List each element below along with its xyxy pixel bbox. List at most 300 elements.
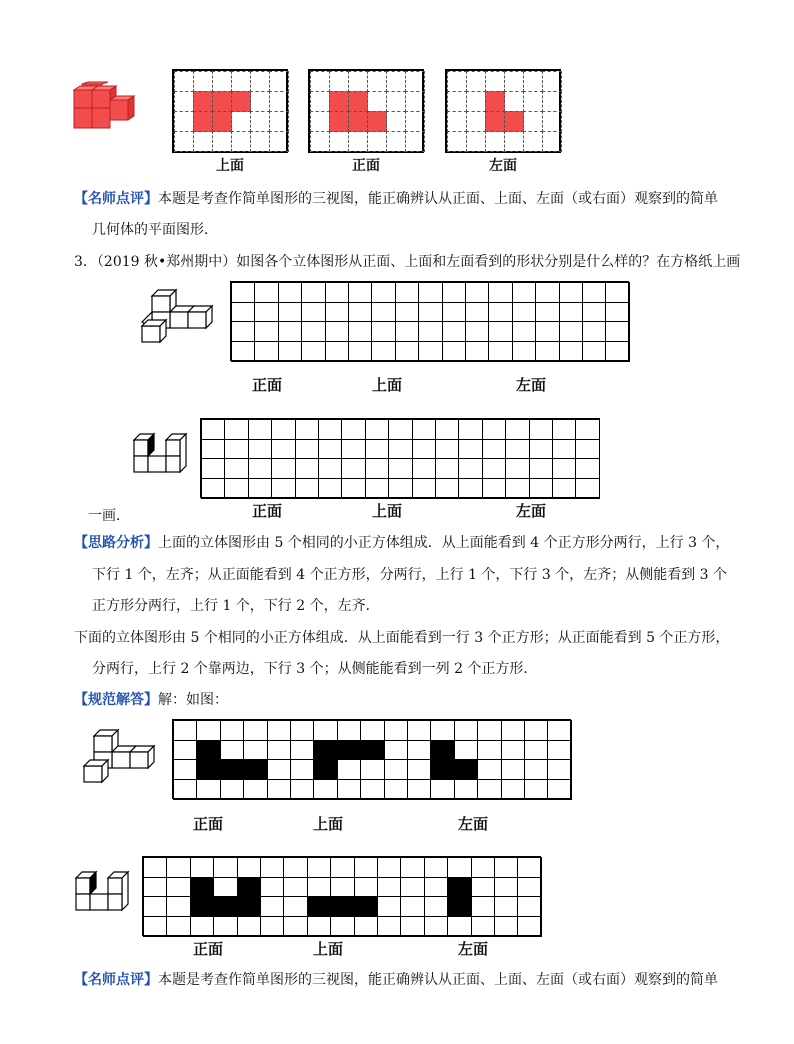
grid-cell: [547, 759, 571, 780]
grid-cell: [325, 282, 349, 303]
grid-cell: [307, 896, 331, 917]
grid-cell: [552, 478, 576, 499]
grid-cell: [447, 916, 471, 937]
grid-cell: [337, 720, 361, 741]
grid-cell: [143, 877, 167, 898]
grid-cell: [605, 321, 629, 342]
grid-cell: [412, 458, 436, 479]
grid-cell: [471, 896, 495, 917]
grid-cell: [517, 896, 541, 917]
answer-grid-a: [172, 719, 571, 799]
grid-cell: [278, 341, 302, 362]
grid-cell: [418, 341, 442, 362]
grid-cell: [231, 321, 255, 342]
grid-cell: [260, 916, 284, 937]
red-cube-solid: [70, 82, 134, 130]
grid-cell: [485, 111, 505, 132]
grid-cell: [477, 740, 501, 761]
grid-cell: [271, 419, 295, 440]
grid-cell: [582, 282, 606, 303]
analysis-line-4: 下面的立体图形由 5 个相同的小正方体组成．从上面能看到一行 3 个正方形；从正面能看到 5 个正方形，: [74, 630, 730, 646]
grid-cell: [447, 896, 471, 917]
grid-cell: [248, 419, 272, 440]
grid-cell: [395, 321, 419, 342]
grid-cell: [400, 916, 424, 937]
grid-cell: [174, 111, 194, 132]
grid-cell: [524, 720, 548, 741]
grid-cell: [348, 302, 372, 323]
grid-cell: [267, 720, 291, 741]
grid-cell: [237, 916, 261, 937]
cube-solid-b: [132, 432, 190, 472]
grid-cell: [529, 458, 553, 479]
q3b-label-top: 上面: [372, 502, 403, 520]
grid-cell: [575, 439, 599, 460]
grid-cell: [269, 91, 289, 112]
grid-cell: [388, 439, 412, 460]
grid-cell: [231, 111, 251, 132]
grid-cell: [377, 857, 401, 878]
grid-cell: [418, 302, 442, 323]
grid-cell: [477, 779, 501, 800]
grid-cell: [330, 896, 354, 917]
q3a-label-front: 正面: [252, 376, 283, 394]
grid-cell: [290, 740, 314, 761]
grid-cell: [313, 720, 337, 741]
grid-cell: [174, 131, 194, 152]
grid-cell: [254, 282, 278, 303]
grid-cell: [547, 740, 571, 761]
grid-cell: [213, 896, 237, 917]
grid-cell: [143, 896, 167, 917]
grid-cell: [301, 321, 325, 342]
grid-cell: [248, 478, 272, 499]
grid-cell: [231, 71, 251, 92]
grid-cell: [260, 896, 284, 917]
grid-cell: [220, 720, 244, 741]
grid-cell: [367, 111, 387, 132]
grid-cell: [248, 439, 272, 460]
grid-cell: [173, 779, 197, 800]
grid-cell: [386, 111, 406, 132]
grid-cell: [330, 916, 354, 937]
grid-cell: [552, 439, 576, 460]
grid-cell: [213, 857, 237, 878]
grid-cell: [330, 857, 354, 878]
grid-cell: [310, 111, 330, 132]
grid-cell: [318, 419, 342, 440]
grid-cell: [231, 282, 255, 303]
grid-cell: [213, 877, 237, 898]
grid-cell: [365, 419, 389, 440]
grid-cell: [243, 759, 267, 780]
grid-cell: [330, 877, 354, 898]
grid-cell: [512, 341, 536, 362]
grid-cell: [458, 478, 482, 499]
grid-cell: [278, 321, 302, 342]
ans-a-label-left: 左面: [458, 815, 489, 833]
grid-cell: [407, 720, 431, 741]
grid-cell: [395, 282, 419, 303]
question-grid-b: [200, 418, 600, 498]
grid-cell: [313, 740, 337, 761]
grid-cell: [384, 720, 408, 741]
grid-cell: [535, 321, 559, 342]
grid-cell: [512, 302, 536, 323]
grid-cell: [482, 458, 506, 479]
grid-cell: [174, 71, 194, 92]
grid-cell: [143, 916, 167, 937]
grid-cell: [400, 857, 424, 878]
grid-cell: [458, 458, 482, 479]
grid-cell: [329, 71, 349, 92]
grid-cell: [201, 458, 225, 479]
grid-cell: [318, 458, 342, 479]
question-grid-a: [230, 281, 629, 361]
comment2-text: 本题是考查作简单图形的三视图，能正确辨认从正面、上面、左面（或右面）观察到的简单: [158, 972, 718, 988]
grid-cell: [267, 779, 291, 800]
comment-tag: 【名师点评】: [74, 191, 158, 207]
grid-cell: [348, 91, 368, 112]
grid-cell: [559, 302, 583, 323]
answer-cube-solid-b: [74, 870, 132, 910]
grid-cell: [575, 419, 599, 440]
grid-cell: [365, 478, 389, 499]
grid-cell: [295, 458, 319, 479]
q3a-label-left: 左面: [516, 376, 547, 394]
grid-cell: [237, 857, 261, 878]
grid-cell: [454, 720, 478, 741]
grid-cell: [424, 857, 448, 878]
grid-cell: [447, 877, 471, 898]
grid-cell: [278, 302, 302, 323]
front-view-grid: [308, 69, 424, 153]
grid-cell: [341, 478, 365, 499]
grid-cell: [388, 419, 412, 440]
grid-cell: [354, 857, 378, 878]
grid-cell: [505, 458, 529, 479]
grid-cell: [367, 131, 387, 152]
grid-cell: [220, 759, 244, 780]
grid-cell: [517, 916, 541, 937]
grid-cell: [212, 91, 232, 112]
grid-cell: [575, 478, 599, 499]
grid-cell: [260, 877, 284, 898]
grid-cell: [442, 341, 466, 362]
grid-cell: [395, 302, 419, 323]
q3b-label-left: 左面: [516, 502, 547, 520]
grid-cell: [505, 419, 529, 440]
grid-cell: [224, 439, 248, 460]
grid-cell: [447, 71, 467, 92]
grid-cell: [575, 458, 599, 479]
grid-cell: [271, 439, 295, 460]
grid-cell: [166, 916, 190, 937]
grid-cell: [504, 91, 524, 112]
grid-cell: [231, 91, 251, 112]
grid-cell: [243, 740, 267, 761]
grid-cell: [354, 916, 378, 937]
grid-cell: [386, 131, 406, 152]
analysis-line-1: [74, 535, 729, 551]
grid-cell: [517, 877, 541, 898]
grid-cell: [407, 740, 431, 761]
grid-cell: [313, 779, 337, 800]
grid-cell: [254, 321, 278, 342]
grid-cell: [365, 458, 389, 479]
grid-cell: [360, 740, 384, 761]
grid-cell: [348, 131, 368, 152]
grid-cell: [173, 720, 197, 741]
view-label-front: 正面: [352, 158, 380, 174]
grid-cell: [360, 779, 384, 800]
grid-cell: [447, 131, 467, 152]
grid-cell: [329, 131, 349, 152]
answer-text: 解：如图：: [158, 692, 228, 708]
grid-cell: [430, 740, 454, 761]
grid-cell: [213, 916, 237, 937]
grid-cell: [386, 71, 406, 92]
grid-cell: [224, 419, 248, 440]
grid-cell: [488, 341, 512, 362]
grid-cell: [552, 419, 576, 440]
grid-cell: [248, 458, 272, 479]
answer-tag: 【规范解答】: [74, 692, 158, 708]
grid-cell: [552, 458, 576, 479]
grid-cell: [307, 857, 331, 878]
top-view-grid: [172, 69, 288, 153]
grid-cell: [267, 759, 291, 780]
grid-cell: [454, 759, 478, 780]
grid-cell: [367, 71, 387, 92]
grid-cell: [354, 896, 378, 917]
grid-cell: [465, 341, 489, 362]
grid-cell: [435, 419, 459, 440]
grid-cell: [341, 419, 365, 440]
grid-cell: [488, 321, 512, 342]
grid-cell: [301, 282, 325, 303]
grid-cell: [271, 458, 295, 479]
grid-cell: [512, 321, 536, 342]
grid-cell: [547, 779, 571, 800]
grid-cell: [201, 478, 225, 499]
grid-cell: [283, 916, 307, 937]
grid-cell: [542, 111, 562, 132]
grid-cell: [166, 877, 190, 898]
grid-cell: [424, 896, 448, 917]
grid-cell: [371, 321, 395, 342]
grid-cell: [501, 759, 525, 780]
grid-cell: [307, 877, 331, 898]
grid-cell: [547, 720, 571, 741]
analysis-line-5: 分两行，上行 2 个靠两边，下行 3 个；从侧能能看到一列 2 个正方形．: [92, 661, 538, 677]
grid-cell: [310, 71, 330, 92]
grid-cell: [384, 740, 408, 761]
grid-cell: [371, 341, 395, 362]
grid-cell: [466, 131, 486, 152]
grid-cell: [190, 857, 214, 878]
grid-cell: [377, 877, 401, 898]
grid-cell: [237, 896, 261, 917]
grid-cell: [174, 91, 194, 112]
analysis-tag: 【思路分析】: [74, 535, 158, 551]
grid-cell: [501, 740, 525, 761]
grid-cell: [405, 111, 425, 132]
grid-cell: [301, 302, 325, 323]
analysis-text-1: 上面的立体图形由 5 个相同的小正方体组成．从上面能看到 4 个正方形分两行，上行 3 个，: [158, 535, 730, 551]
grid-cell: [412, 439, 436, 460]
grid-cell: [310, 131, 330, 152]
grid-cell: [220, 740, 244, 761]
grid-cell: [482, 419, 506, 440]
grid-cell: [269, 111, 289, 132]
grid-cell: [424, 877, 448, 898]
grid-cell: [447, 91, 467, 112]
grid-cell: [405, 131, 425, 152]
grid-cell: [605, 341, 629, 362]
grid-cell: [458, 439, 482, 460]
grid-cell: [250, 91, 270, 112]
grid-cell: [196, 759, 220, 780]
grid-cell: [354, 877, 378, 898]
grid-cell: [231, 131, 251, 152]
grid-cell: [301, 341, 325, 362]
grid-cell: [143, 857, 167, 878]
grid-cell: [388, 478, 412, 499]
grid-cell: [193, 131, 213, 152]
grid-cell: [196, 720, 220, 741]
grid-cell: [485, 131, 505, 152]
grid-cell: [485, 71, 505, 92]
grid-cell: [173, 759, 197, 780]
grid-cell: [341, 439, 365, 460]
grid-cell: [501, 720, 525, 741]
grid-cell: [212, 131, 232, 152]
q3a-label-top: 上面: [372, 376, 403, 394]
grid-cell: [250, 131, 270, 152]
ans-a-label-top: 上面: [313, 815, 344, 833]
grid-cell: [442, 302, 466, 323]
grid-cell: [250, 111, 270, 132]
grid-cell: [196, 740, 220, 761]
grid-cell: [418, 282, 442, 303]
grid-cell: [471, 877, 495, 898]
grid-cell: [371, 302, 395, 323]
grid-cell: [435, 458, 459, 479]
grid-cell: [269, 71, 289, 92]
grid-cell: [466, 111, 486, 132]
answer-grid-b: [142, 856, 541, 936]
view-label-top: 上面: [216, 158, 244, 174]
grid-cell: [348, 282, 372, 303]
answer-line: [74, 692, 228, 708]
grid-cell: [360, 720, 384, 741]
grid-cell: [313, 759, 337, 780]
grid-cell: [269, 131, 289, 152]
grid-cell: [512, 282, 536, 303]
grid-cell: [447, 857, 471, 878]
grid-cell: [524, 759, 548, 780]
grid-cell: [329, 111, 349, 132]
question-3-line: [74, 254, 740, 270]
grid-cell: [271, 478, 295, 499]
grid-cell: [318, 439, 342, 460]
grid-cell: [505, 478, 529, 499]
grid-cell: [482, 478, 506, 499]
grid-cell: [278, 282, 302, 303]
grid-cell: [318, 478, 342, 499]
grid-cell: [348, 321, 372, 342]
grid-cell: [254, 341, 278, 362]
grid-cell: [559, 341, 583, 362]
grid-cell: [542, 131, 562, 152]
grid-cell: [325, 321, 349, 342]
grid-cell: [367, 91, 387, 112]
grid-cell: [412, 419, 436, 440]
grid-cell: [447, 111, 467, 132]
grid-cell: [166, 896, 190, 917]
grid-cell: [260, 857, 284, 878]
grid-cell: [190, 916, 214, 937]
answer-cube-solid-a: [80, 730, 154, 782]
grid-cell: [231, 302, 255, 323]
ans-a-label-front: 正面: [193, 815, 224, 833]
grid-cell: [430, 759, 454, 780]
left-view-grid: [445, 69, 561, 153]
grid-cell: [477, 720, 501, 741]
grid-cell: [290, 779, 314, 800]
analysis-line-3: 正方形分两行，上行 1 个，下行 2 个，左齐．: [92, 598, 380, 614]
grid-cell: [454, 779, 478, 800]
grid-cell: [482, 439, 506, 460]
question-text-end: 一画．: [88, 508, 130, 524]
ans-b-label-front: 正面: [193, 940, 224, 958]
grid-cell: [458, 419, 482, 440]
grid-cell: [559, 321, 583, 342]
grid-cell: [605, 282, 629, 303]
grid-cell: [348, 341, 372, 362]
grid-cell: [224, 458, 248, 479]
grid-cell: [523, 91, 543, 112]
grid-cell: [488, 282, 512, 303]
grid-cell: [523, 71, 543, 92]
grid-cell: [505, 439, 529, 460]
grid-cell: [254, 302, 278, 323]
grid-cell: [267, 740, 291, 761]
grid-cell: [605, 302, 629, 323]
grid-cell: [341, 458, 365, 479]
grid-cell: [348, 111, 368, 132]
cube-solid-a: [138, 290, 212, 342]
grid-cell: [283, 857, 307, 878]
grid-cell: [295, 478, 319, 499]
grid-cell: [488, 302, 512, 323]
grid-cell: [529, 439, 553, 460]
grid-cell: [405, 91, 425, 112]
ans-b-label-top: 上面: [313, 940, 344, 958]
grid-cell: [535, 302, 559, 323]
grid-cell: [290, 720, 314, 741]
grid-cell: [524, 740, 548, 761]
grid-cell: [471, 857, 495, 878]
grid-cell: [201, 439, 225, 460]
grid-cell: [477, 759, 501, 780]
comment2-line-1: [74, 972, 718, 988]
grid-cell: [524, 779, 548, 800]
grid-cell: [542, 91, 562, 112]
grid-cell: [485, 91, 505, 112]
grid-cell: [371, 282, 395, 303]
